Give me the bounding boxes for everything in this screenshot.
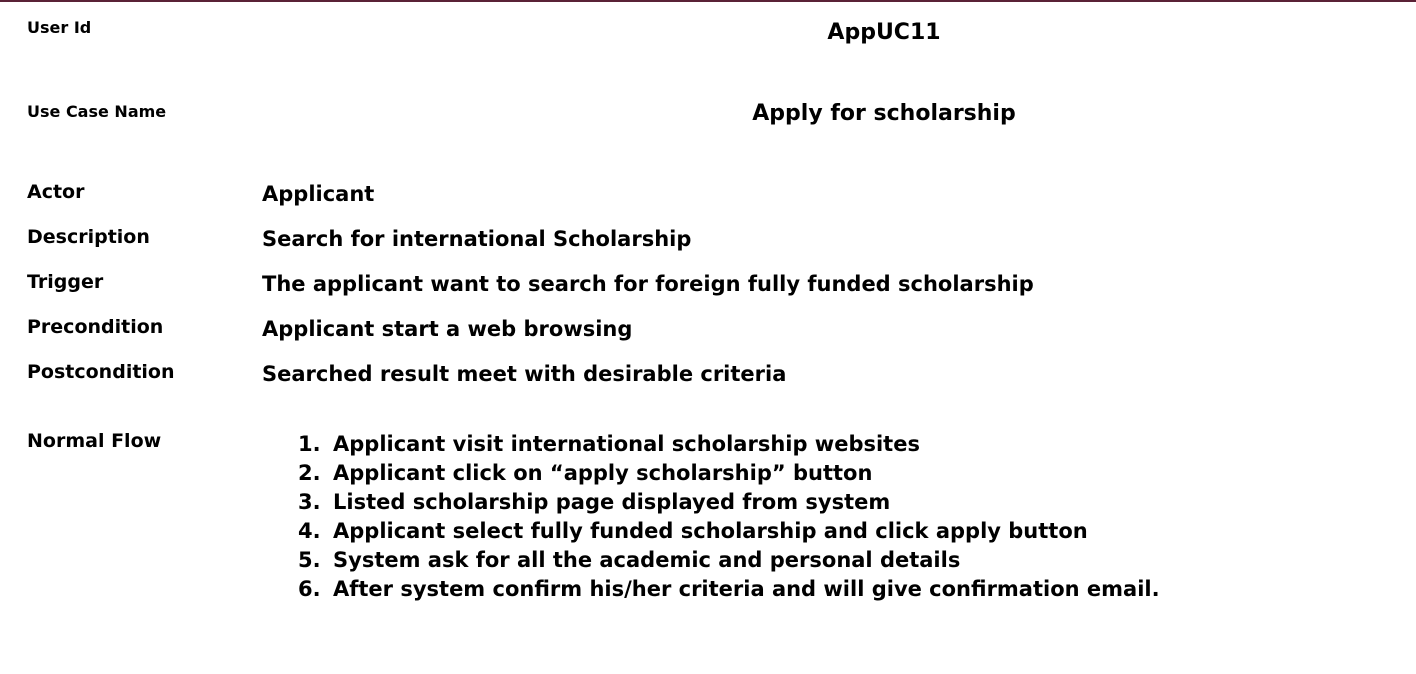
flow-step-number: 6. [298, 577, 321, 601]
actor-value: Applicant [262, 182, 375, 206]
postcondition-value: Searched result meet with desirable criteria [262, 362, 787, 386]
trigger-label: Trigger [27, 271, 104, 293]
description-label: Description [27, 226, 150, 248]
flow-step-number: 4. [298, 519, 321, 543]
use-case-name-label: Use Case Name [27, 102, 167, 121]
flow-step-text: Applicant visit international scholarship websites [333, 432, 920, 456]
flow-step [298, 546, 1160, 575]
flow-step [298, 575, 1160, 604]
flow-step-text: Applicant select fully funded scholarship and click apply button [333, 519, 1088, 543]
description-value: Search for international Scholarship [262, 227, 692, 251]
flow-step-number: 3. [298, 490, 321, 514]
flow-step [298, 488, 1160, 517]
user-id-label: User Id [27, 18, 92, 37]
precondition-label: Precondition [27, 316, 164, 338]
flow-step-text: Applicant click on “apply scholarship” button [333, 461, 873, 485]
trigger-value: The applicant want to search for foreign fully funded scholarship [262, 272, 1034, 296]
flow-step-text: After system confirm his/her criteria and will give confirmation email. [333, 577, 1160, 601]
flow-step-number: 5. [298, 548, 321, 572]
actor-label: Actor [27, 181, 85, 203]
flow-step [298, 430, 1160, 459]
postcondition-label: Postcondition [27, 361, 175, 383]
flow-step [298, 517, 1160, 546]
precondition-value: Applicant start a web browsing [262, 317, 633, 341]
flow-step [298, 459, 1160, 488]
use-case-name-value: Apply for scholarship [752, 101, 1016, 126]
flow-step-number: 1. [298, 432, 321, 456]
flow-step-number: 2. [298, 461, 321, 485]
top-border [0, 0, 1416, 2]
normal-flow-label: Normal Flow [27, 430, 162, 452]
normal-flow-steps [298, 430, 1160, 604]
user-id-value: AppUC11 [827, 20, 941, 45]
flow-step-text: Listed scholarship page displayed from system [333, 490, 891, 514]
flow-step-text: System ask for all the academic and personal details [333, 548, 961, 572]
